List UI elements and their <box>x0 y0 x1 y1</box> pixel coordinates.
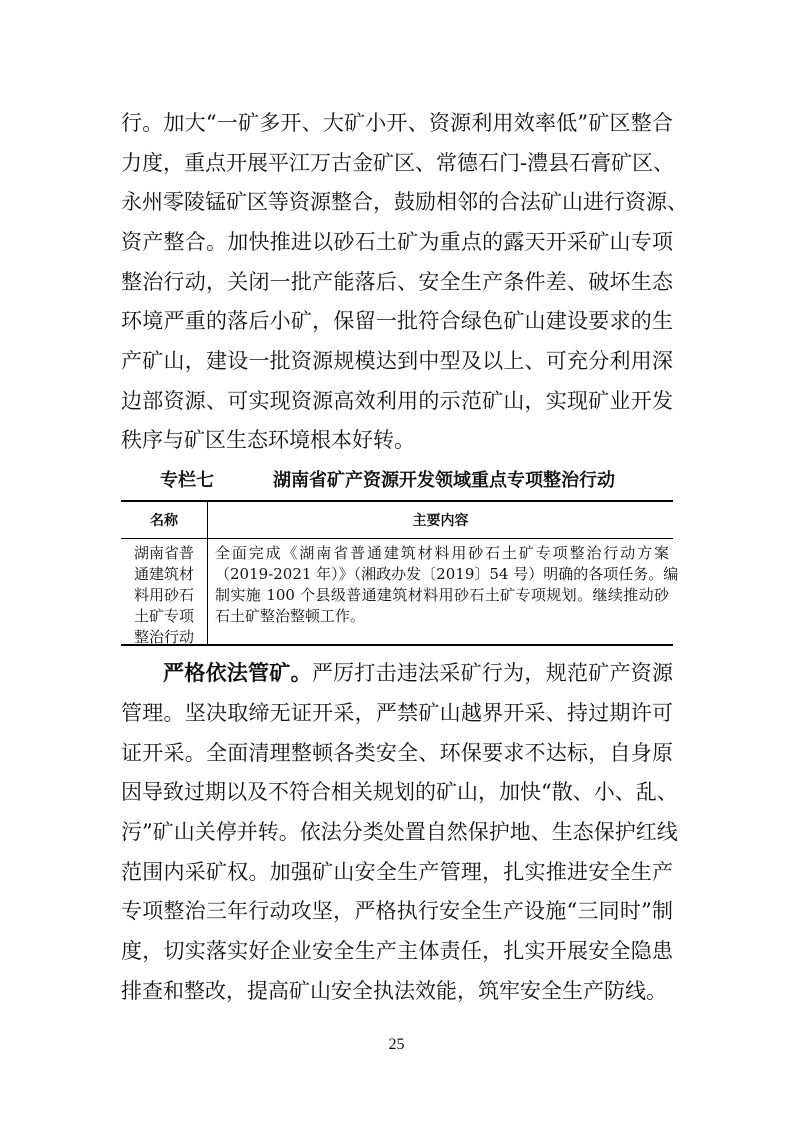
text-line: 边部资源、可实现资源高效利用的示范矿山，实现矿业开发 <box>121 389 673 413</box>
text-line: 整治行动，关闭一批产能落后、安全生产条件差、破坏生态 <box>121 270 673 294</box>
cell-content <box>215 543 679 627</box>
cell-line: 全面完成《湖南省普通建筑材料用砂石土矿专项整治行动方案 <box>215 544 669 562</box>
header-content: 主要内容 <box>412 513 469 529</box>
text-line <box>163 661 673 685</box>
header-divider <box>121 538 673 539</box>
box-heading: 湖南省矿产资源开发领域重点专项整治行动 <box>273 470 615 491</box>
text-line: 排查和整改，提高矿山安全执法效能，筑牢安全生产防线。 <box>121 979 667 1003</box>
text-line: 范围内采矿权。加强矿山安全生产管理，扎实推进安全生产 <box>121 860 673 884</box>
cell-line: 料用砂石 <box>133 586 194 604</box>
cell-line: 通建筑材 <box>133 565 194 583</box>
text-line: 资产整合。加快推进以砂石土矿为重点的露天开采矿山专项 <box>121 230 673 254</box>
cell-name <box>121 543 207 648</box>
cell-line: （2019-2021 年）》（湘政办发〔2019〕54 号）明确的各项任务。编 <box>215 565 679 583</box>
text-line: 产矿山，建设一批资源规模达到中型及以上、可充分利用深 <box>121 349 673 373</box>
paragraph-first-rest: 严厉打击违法采矿行为，规范矿产资源 <box>311 661 674 685</box>
text-line: 因导致过期以及不符合相关规划的矿山，加快“散、小、乱、 <box>121 780 678 804</box>
cell-line: 石土矿整治整顿工作。 <box>215 607 366 625</box>
cell-line: 湖南省普 <box>133 544 194 562</box>
paragraph-lead: 严格依法管矿。 <box>163 661 312 685</box>
text-line: 管理。坚决取缔无证开采，严禁矿山越界开采、持过期许可 <box>121 701 673 725</box>
box-label: 专栏七 <box>160 470 214 491</box>
text-line: 环境严重的落后小矿，保留一批符合绿色矿山建设要求的生 <box>121 309 673 333</box>
text-line: 专项整治三年行动攻坚，严格执行安全生产设施“三同时”制 <box>121 899 673 923</box>
text-line: 度，切实落实好企业安全生产主体责任，扎实开展安全隐患 <box>121 939 673 963</box>
header-name: 名称 <box>150 513 178 529</box>
text-line: 力度，重点开展平江万古金矿区、常德石门-澧县石膏矿区、 <box>121 151 675 175</box>
text-line: 行。加大“一矿多开、大矿小开、资源利用效率低”矿区整合 <box>121 111 673 135</box>
text-line: 污”矿山关停并转。依法分类处置自然保护地、生态保护红线 <box>121 820 678 844</box>
text-line: 永州零陵锰矿区等资源整合，鼓励相邻的合法矿山进行资源、 <box>121 190 688 214</box>
text-line: 秩序与矿区生态环境根本好转。 <box>121 428 415 452</box>
cell-line: 制实施 100 个县级普通建筑材料用砂石土矿专项规划。继续推动砂 <box>215 586 669 604</box>
page-number: 25 <box>388 1036 405 1053</box>
cell-line: 整治行动 <box>133 628 194 646</box>
text-line: 证开采。全面清理整顿各类安全、环保要求不达标，自身原 <box>121 741 673 765</box>
special-action-table <box>121 500 679 646</box>
cell-line: 土矿专项 <box>133 607 194 625</box>
